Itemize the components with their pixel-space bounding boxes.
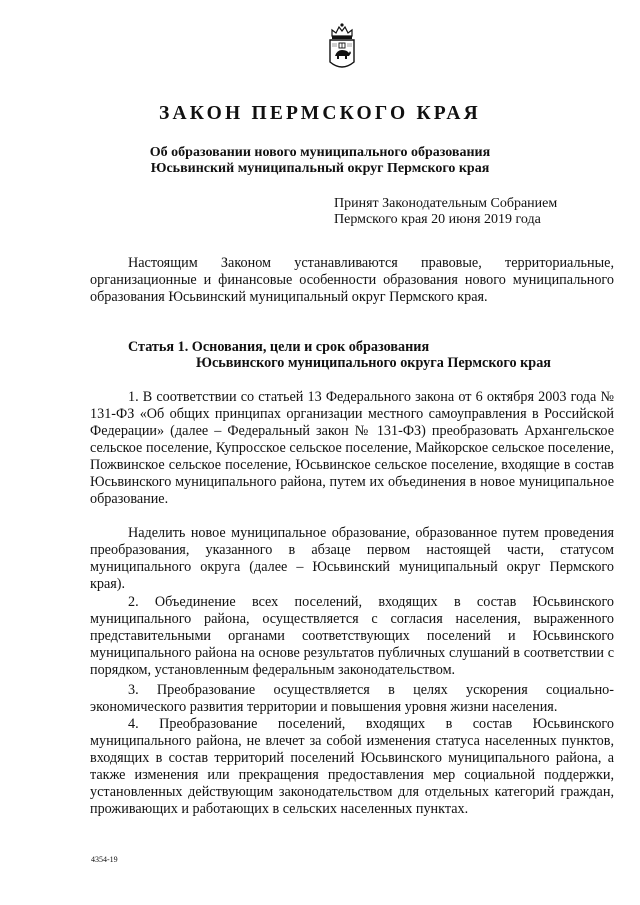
article-heading-line-1: Статья 1. Основания, цели и срок образования [128, 339, 430, 355]
paragraph-3: 3. Преобразование осуществляется в целях ускорения социально-экономического развития территории и повышения уровня жизни населения. [90, 682, 614, 715]
article-heading-line-2: Юсьвинского муниципального округа Пермского края [196, 355, 551, 371]
subtitle-line-2: Юсьвинский муниципальный округ Пермского края [150, 161, 490, 176]
coat-of-arms-icon [326, 22, 358, 74]
adoption-line-2: Пермского края 20 июня 2019 года [334, 212, 541, 227]
intro-paragraph: Настоящим Законом устанавливаются правовые, территориальные, организационные и финансовые особенности образования нового муниципального образования Юсьвинский муниципальный округ Пермского края. [90, 255, 614, 305]
law-subtitle [0, 145, 640, 177]
paragraph-1b: Наделить новое муниципальное образование, образованное путем проведения преобразования, указанного в абзаце первом настоящей части, статусом муниципального округа (далее – Юсьвинский муниципальный округ Пермского края). [90, 525, 614, 592]
subtitle-line-1: Об образовании нового муниципального образования [149, 145, 491, 160]
law-title: ЗАКОН ПЕРМСКОГО КРАЯ [159, 103, 481, 124]
document-code: 4354-19 [91, 855, 118, 864]
adoption-line-1: Принят Законодательным Собранием [334, 196, 558, 211]
adoption-note [334, 196, 624, 228]
paragraph-1: 1. В соответствии со статьей 13 Федерального закона от 6 октября 2003 года № 131-ФЗ «Об общих принципах организации местного самоуправления в Российской Федерации» (далее – Федеральный закон № 131-ФЗ) преобразовать Архангельское сельское поселение, Купросское сельское поселение, Майкорское сельское поселение, Пожвинское сельское поселение, Юсьвинское сельское поселение, входящие в состав Юсьвинского муниципального района, путем их объединения в новое муниципальное образование. [90, 389, 614, 507]
paragraph-2: 2. Объединение всех поселений, входящих в состав Юсьвинского муниципального района, осуществляется с согласия населения, выраженного представительными органами соответствующих поселений и Юсьвинского муниципального района на основе результатов публичных слушаний в соответствии с порядком, установленным федеральным законодательством. [90, 594, 614, 678]
article-1-heading [128, 339, 598, 371]
paragraph-4: 4. Преобразование поселений, входящих в состав Юсьвинского муниципального района, не влечет за собой изменения статуса населенных пунктов, входящих в состав территорий поселений Юсьвинского муниципального района, а также изменения или прекращения предоставления мер социальной поддержки, установленных действующим законодательством для отдельных категорий граждан, проживающих и работающих в сельских населенных пунктах. [90, 716, 614, 817]
